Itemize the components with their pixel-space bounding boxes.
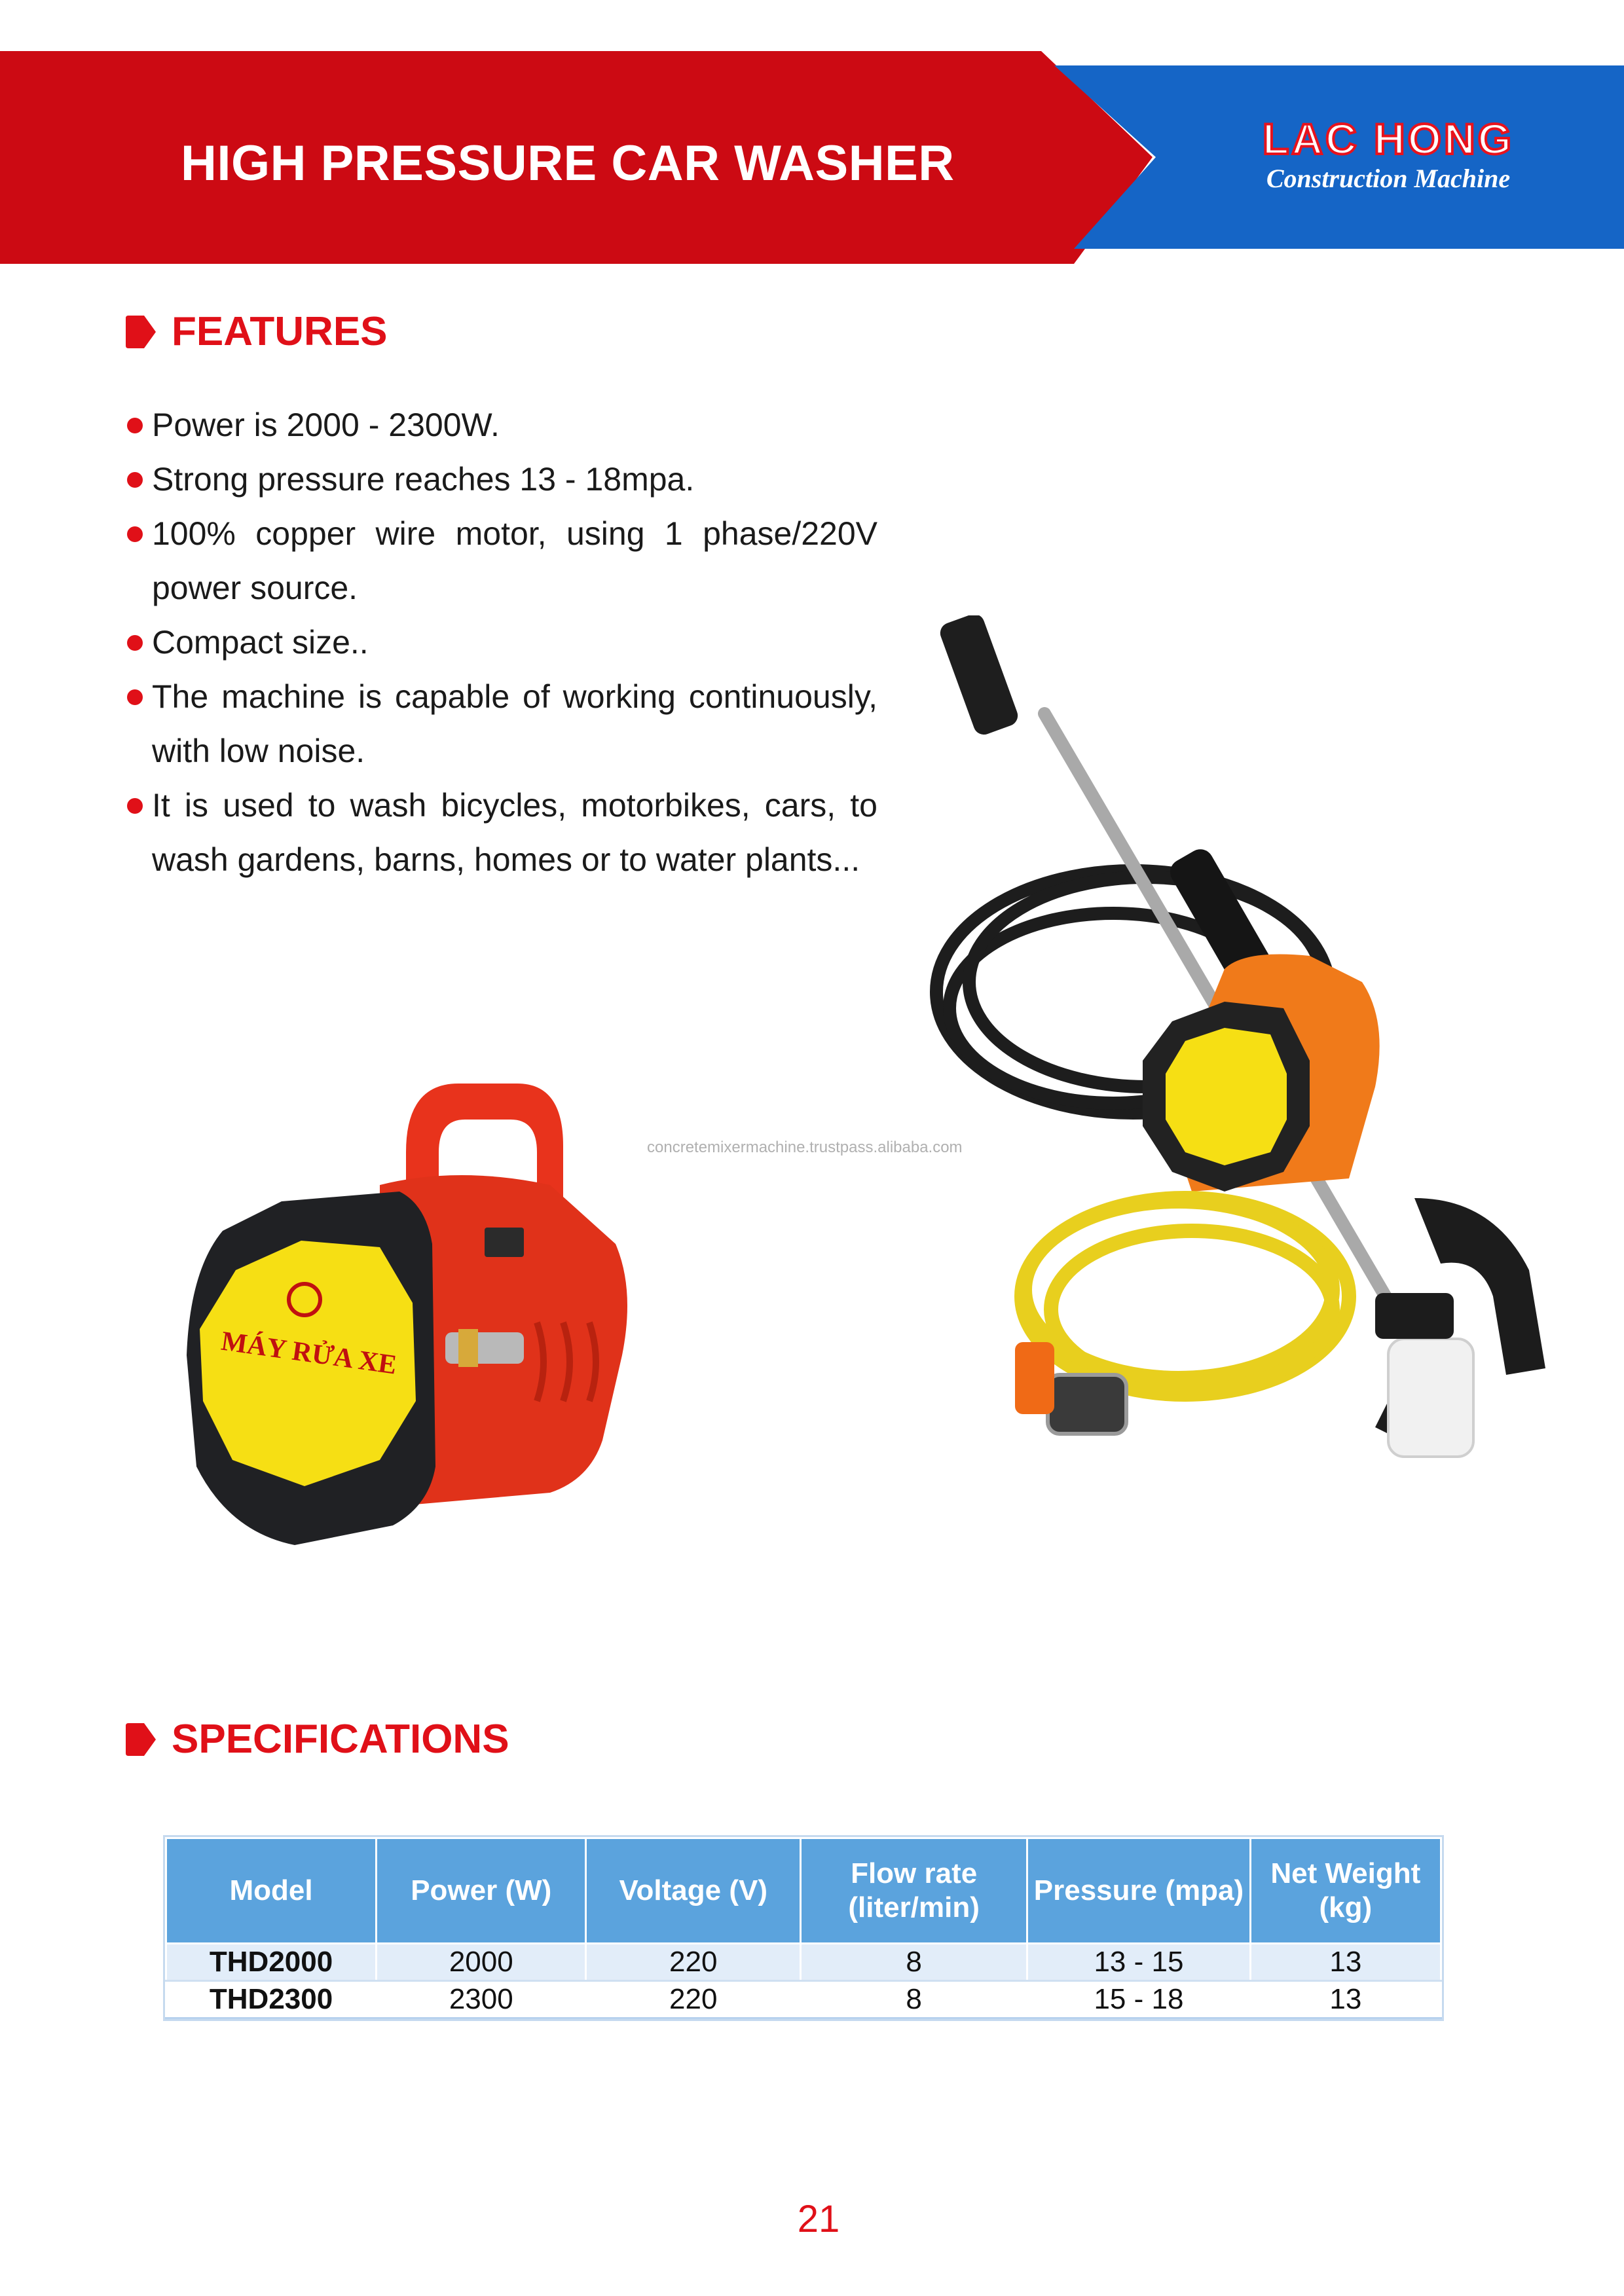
column-header: Voltage (V) [586,1838,801,1944]
column-header: Power (W) [377,1838,586,1944]
column-header: Pressure (mpa) [1027,1838,1250,1944]
feature-item: It is used to wash bicycles, motorbikes, cars, to wash gardens, barns, homes or to water plants... [124,778,877,887]
table-header-row [166,1838,1441,1944]
feature-item: Power is 2000 - 2300W. [124,398,877,452]
brand-tagline: Construction Machine [1266,164,1511,193]
feature-item: The machine is capable of working continuously, with low noise. [124,670,877,778]
column-header: Model [166,1838,377,1944]
feature-item: 100% copper wire motor, using 1 phase/220V power source. [124,507,877,615]
section-marker-icon [126,1723,156,1756]
column-header: Flow rate (liter/min) [801,1838,1027,1944]
table-cell: 2300 [377,1981,586,2018]
table-cell: 13 [1250,1981,1441,2018]
page-title: HIGH PRESSURE CAR WASHER [181,136,955,191]
table-cell: 8 [801,1944,1027,1981]
watermark-text: concretemixermachine.trustpass.alibaba.com [647,1139,963,1156]
product-label: MÁY RỬA XE [219,1326,399,1381]
table-cell: 8 [801,1981,1027,2018]
column-header: Net Weight (kg) [1250,1838,1441,1944]
table-cell: THD2300 [166,1981,377,2018]
table-cell: 2000 [377,1944,586,1981]
table-row [166,1944,1441,1981]
table-row [166,1981,1441,2018]
features-heading: FEATURES [172,309,388,354]
table-cell: 13 [1250,1944,1441,1981]
section-marker-icon [126,316,156,348]
table-cell: 220 [586,1944,801,1981]
table-cell: THD2000 [166,1944,377,1981]
specifications-heading: SPECIFICATIONS [172,1717,509,1762]
features-list [124,398,877,887]
table-cell: 15 - 18 [1027,1981,1250,2018]
feature-item: Compact size.. [124,615,877,670]
specifications-table [165,1837,1442,2019]
brand-logo: LAC HONG [1263,115,1514,163]
feature-item: Strong pressure reaches 13 - 18mpa. [124,452,877,507]
car-washer-kit-image [917,615,1559,1486]
table-cell: 13 - 15 [1027,1944,1250,1981]
page-number: 21 [797,2198,840,2240]
car-washer-pump-image [183,1074,642,1545]
table-cell: 220 [586,1981,801,2018]
